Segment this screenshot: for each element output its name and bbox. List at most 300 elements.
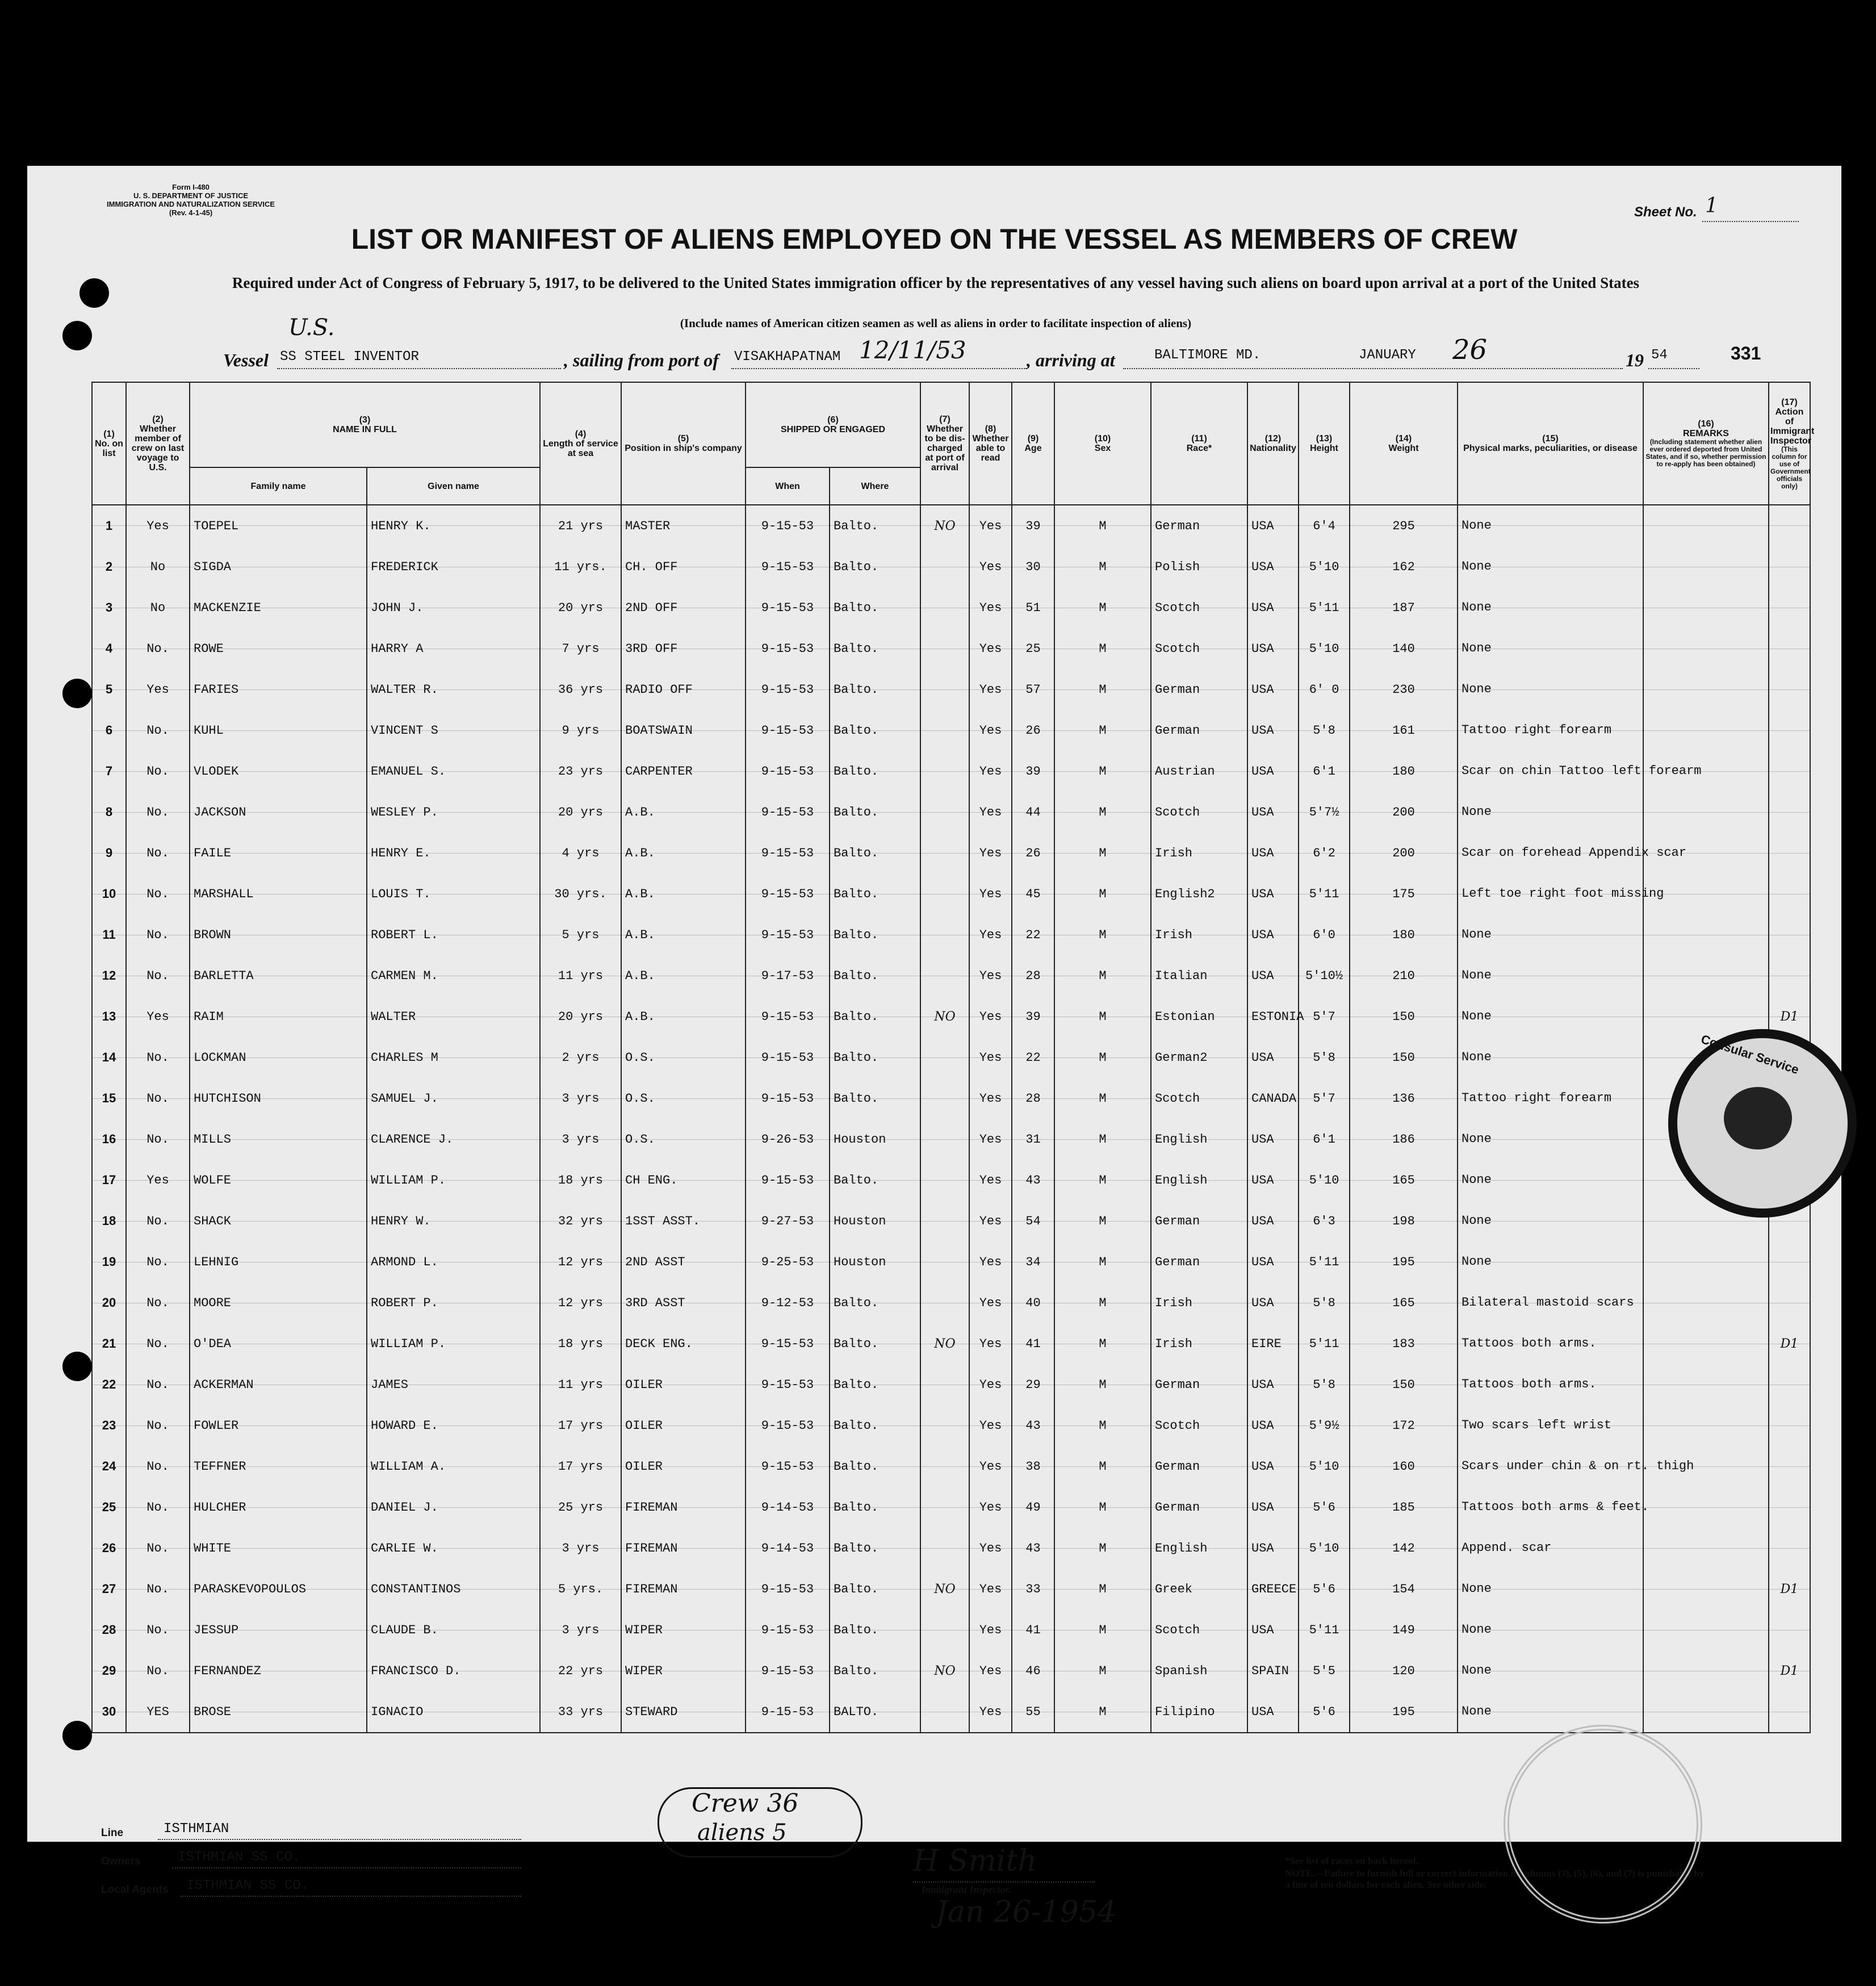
cell-marks: None [1458, 955, 1643, 996]
cell-sex: M [1054, 914, 1151, 955]
cell-nationality: USA [1247, 792, 1299, 833]
cell-height: 6' 0 [1299, 669, 1350, 710]
cell-where: Balto. [830, 710, 920, 751]
cell-sex: M [1054, 505, 1151, 546]
cell-sex: M [1054, 1323, 1151, 1364]
cell-service: 11 yrs. [540, 546, 621, 587]
cell-no: 12 [92, 955, 126, 996]
cell-member: No. [126, 1528, 190, 1569]
cell-action: D1 [1769, 1569, 1810, 1609]
punch-hole-icon [62, 321, 92, 350]
cell-action [1769, 587, 1810, 628]
col-race-header: (11) Race* [1151, 382, 1247, 505]
cell-age: 28 [1012, 1078, 1054, 1119]
consular-stamp-text: Consular Service [1699, 1031, 1801, 1077]
cell-read: Yes [969, 1323, 1012, 1364]
cell-sex: M [1054, 792, 1151, 833]
cell-height: 5'10 [1299, 1446, 1350, 1487]
cell-family: KUHL [190, 710, 367, 751]
cell-discharged [920, 1160, 969, 1201]
cell-no: 9 [92, 833, 126, 873]
cell-when: 9-15-53 [746, 751, 830, 792]
table-row [92, 751, 1810, 792]
table-row [92, 996, 1810, 1037]
cell-position: STEWARD [621, 1691, 746, 1733]
cell-race: Irish [1151, 833, 1247, 873]
cell-family: FERNANDEZ [190, 1650, 367, 1691]
cell-when: 9-15-53 [746, 1691, 830, 1733]
cell-weight: 185 [1350, 1487, 1458, 1528]
cell-family: FOWLER [190, 1405, 367, 1446]
cell-nationality: USA [1247, 1160, 1299, 1201]
cell-sex: M [1054, 955, 1151, 996]
cell-weight: 195 [1350, 1691, 1458, 1733]
cell-position: FIREMAN [621, 1528, 746, 1569]
col-position-header: (5) Position in ship's company [621, 382, 746, 505]
cell-action [1769, 955, 1810, 996]
cell-discharged [920, 1691, 969, 1733]
cell-action: D1 [1769, 1323, 1810, 1364]
cell-discharged: NO [920, 1323, 969, 1364]
cell-height: 5'5 [1299, 1650, 1350, 1691]
sheet-number: 1 [1705, 194, 1718, 218]
cell-family: LEHNIG [190, 1241, 367, 1282]
cell-given: JAMES [367, 1364, 540, 1405]
cell-marks: None [1458, 1650, 1643, 1691]
cell-service: 22 yrs [540, 1650, 621, 1691]
cell-when: 9-15-53 [746, 546, 830, 587]
cell-age: 54 [1012, 1201, 1054, 1241]
cell-weight: 183 [1350, 1323, 1458, 1364]
table-row [92, 1569, 1810, 1609]
table-row [92, 546, 1810, 587]
cell-race: English [1151, 1119, 1247, 1160]
cell-remarks [1643, 710, 1769, 751]
cell-when: 9-15-53 [746, 710, 830, 751]
cell-no: 3 [92, 587, 126, 628]
cell-position: 2ND ASST [621, 1241, 746, 1282]
cell-remarks [1643, 1691, 1769, 1733]
cell-discharged: NO [920, 1569, 969, 1609]
cell-nationality: USA [1247, 1609, 1299, 1650]
cell-discharged [920, 1282, 969, 1323]
cell-no: 30 [92, 1691, 126, 1733]
manifest-sheet [27, 166, 1841, 1929]
cell-position: 3RD ASST [621, 1282, 746, 1323]
cell-member: No. [126, 1323, 190, 1364]
cell-where: Balto. [830, 546, 920, 587]
cell-member: No. [126, 1282, 190, 1323]
cell-where: Balto. [830, 955, 920, 996]
cell-where: Balto. [830, 1446, 920, 1487]
cell-when: 9-15-53 [746, 914, 830, 955]
cell-service: 18 yrs [540, 1323, 621, 1364]
cell-no: 14 [92, 1037, 126, 1078]
cell-member: Yes [126, 505, 190, 546]
cell-remarks [1643, 1364, 1769, 1405]
cell-no: 20 [92, 1282, 126, 1323]
cell-weight: 295 [1350, 505, 1458, 546]
cell-nationality: USA [1247, 1119, 1299, 1160]
cell-height: 5'11 [1299, 1241, 1350, 1282]
cell-nationality: USA [1247, 1364, 1299, 1405]
cell-position: WIPER [621, 1650, 746, 1691]
cell-nationality: USA [1247, 1201, 1299, 1241]
cell-marks: Scars under chin & on rt. thigh [1458, 1446, 1643, 1487]
inspector-signature: H Smith [913, 1844, 1037, 1878]
cell-service: 33 yrs [540, 1691, 621, 1733]
cell-member: No [126, 587, 190, 628]
cell-remarks [1643, 587, 1769, 628]
cell-given: CHARLES M [367, 1037, 540, 1078]
cell-when: 9-14-53 [746, 1487, 830, 1528]
cell-sex: M [1054, 1691, 1151, 1733]
cell-read: Yes [969, 996, 1012, 1037]
cell-member: Yes [126, 996, 190, 1037]
punch-hole-icon [62, 1352, 92, 1381]
cell-given: HENRY K. [367, 505, 540, 546]
cell-member: No. [126, 1364, 190, 1405]
cell-nationality: USA [1247, 1487, 1299, 1528]
cell-position: OILER [621, 1405, 746, 1446]
cell-read: Yes [969, 1078, 1012, 1119]
crew-manifest-table [91, 382, 1815, 1733]
cell-nationality: USA [1247, 505, 1299, 546]
cell-marks: None [1458, 914, 1643, 955]
department: U. S. DEPARTMENT OF JUSTICE [133, 191, 249, 200]
cell-nationality: USA [1247, 1446, 1299, 1487]
cell-age: 41 [1012, 1609, 1054, 1650]
cell-member: No. [126, 1487, 190, 1528]
cell-no: 27 [92, 1569, 126, 1609]
cell-nationality: USA [1247, 873, 1299, 914]
cell-given: VINCENT S [367, 710, 540, 751]
cell-no: 4 [92, 628, 126, 669]
cell-service: 20 yrs [540, 587, 621, 628]
cell-marks: None [1458, 669, 1643, 710]
cell-service: 3 yrs [540, 1528, 621, 1569]
cell-sex: M [1054, 1487, 1151, 1528]
cell-race: German [1151, 1364, 1247, 1405]
cell-action [1769, 1405, 1810, 1446]
inspector-label: Immigrant Inspector. [922, 1884, 1012, 1895]
cell-action [1769, 792, 1810, 833]
cell-nationality: USA [1247, 833, 1299, 873]
cell-when: 9-14-53 [746, 1528, 830, 1569]
cell-sex: M [1054, 1569, 1151, 1609]
cell-member: No. [126, 751, 190, 792]
col-service-header: (4) Length of service at sea [540, 382, 621, 505]
cell-sex: M [1054, 1201, 1151, 1241]
cell-height: 5'11 [1299, 873, 1350, 914]
cell-weight: 150 [1350, 996, 1458, 1037]
cell-no: 7 [92, 751, 126, 792]
cell-nationality: USA [1247, 1405, 1299, 1446]
cell-where: Balto. [830, 792, 920, 833]
cell-read: Yes [969, 873, 1012, 914]
cell-when: 9-15-53 [746, 1037, 830, 1078]
cell-discharged: NO [920, 505, 969, 546]
cell-read: Yes [969, 1569, 1012, 1609]
cell-nationality: USA [1247, 1691, 1299, 1733]
cell-action [1769, 1609, 1810, 1650]
cell-read: Yes [969, 1364, 1012, 1405]
cell-family: WOLFE [190, 1160, 367, 1201]
cell-service: 23 yrs [540, 751, 621, 792]
cell-family: ROWE [190, 628, 367, 669]
cell-action [1769, 1364, 1810, 1405]
cell-marks: Tattoo right forearm [1458, 710, 1643, 751]
cell-no: 17 [92, 1160, 126, 1201]
cell-where: Balto. [830, 587, 920, 628]
cell-height: 5'7½ [1299, 792, 1350, 833]
col-where-header: Where [830, 467, 920, 505]
cell-service: 36 yrs [540, 669, 621, 710]
cell-marks: None [1458, 1241, 1643, 1282]
cell-given: ARMOND L. [367, 1241, 540, 1282]
cell-height: 5'7 [1299, 1078, 1350, 1119]
cell-height: 5'6 [1299, 1569, 1350, 1609]
cell-read: Yes [969, 1609, 1012, 1650]
cell-given: IGNACIO [367, 1691, 540, 1733]
cell-family: BARLETTA [190, 955, 367, 996]
punch-hole-icon [62, 679, 92, 708]
service: IMMIGRATION AND NATURALIZATION SERVICE [107, 200, 275, 208]
cell-position: FIREMAN [621, 1569, 746, 1609]
cell-read: Yes [969, 628, 1012, 669]
cell-nationality: USA [1247, 914, 1299, 955]
cell-age: 22 [1012, 1037, 1054, 1078]
cell-where: BALTO. [830, 1691, 920, 1733]
cell-position: 3RD OFF [621, 628, 746, 669]
cell-when: 9-27-53 [746, 1201, 830, 1241]
cell-remarks [1643, 914, 1769, 955]
cell-family: FAILE [190, 833, 367, 873]
cell-no: 26 [92, 1528, 126, 1569]
cell-race: Scotch [1151, 628, 1247, 669]
cell-marks: None [1458, 1691, 1643, 1733]
table-row [92, 1691, 1810, 1733]
page-subtitle: Required under Act of Congress of February 5, 1917, to be delivered to the United States immigration officer by the representatives of any vessel having such aliens on board upon arrival at a port of the United States [232, 274, 1640, 291]
cell-race: English2 [1151, 873, 1247, 914]
cell-position: A.B. [621, 996, 746, 1037]
cell-sex: M [1054, 1160, 1151, 1201]
cell-member: No. [126, 914, 190, 955]
sailing-date: 12/11/53 [859, 336, 966, 364]
cell-action [1769, 1691, 1810, 1733]
cell-nationality: USA [1247, 751, 1299, 792]
cell-where: Balto. [830, 751, 920, 792]
cell-member: No. [126, 1569, 190, 1609]
cell-age: 29 [1012, 1364, 1054, 1405]
cell-service: 12 yrs [540, 1282, 621, 1323]
punch-hole-icon [79, 278, 109, 308]
cell-marks: None [1458, 546, 1643, 587]
cell-when: 9-15-53 [746, 1364, 830, 1405]
cell-discharged [920, 1446, 969, 1487]
cell-remarks [1643, 669, 1769, 710]
cell-height: 6'4 [1299, 505, 1350, 546]
cell-nationality: USA [1247, 628, 1299, 669]
cell-given: FRANCISCO D. [367, 1650, 540, 1691]
cell-nationality: USA [1247, 1282, 1299, 1323]
table-row [92, 1241, 1810, 1282]
cell-sex: M [1054, 546, 1151, 587]
cell-no: 23 [92, 1405, 126, 1446]
col-age-header: (9) Age [1012, 382, 1054, 505]
cell-height: 5'11 [1299, 1609, 1350, 1650]
arrival-day: 26 [1452, 334, 1488, 366]
cell-service: 21 yrs [540, 505, 621, 546]
cell-when: 9-15-53 [746, 587, 830, 628]
cell-read: Yes [969, 1241, 1012, 1282]
cell-discharged [920, 955, 969, 996]
cell-when: 9-15-53 [746, 1160, 830, 1201]
cell-member: No. [126, 1609, 190, 1650]
cell-age: 25 [1012, 628, 1054, 669]
cell-nationality: CANADA [1247, 1078, 1299, 1119]
cell-action [1769, 1282, 1810, 1323]
cell-weight: 161 [1350, 710, 1458, 751]
cell-height: 5'10 [1299, 1528, 1350, 1569]
cell-discharged [920, 1078, 969, 1119]
cell-no: 13 [92, 996, 126, 1037]
table-row [92, 1160, 1810, 1201]
cell-discharged [920, 1201, 969, 1241]
page-number: 331 [1731, 343, 1761, 363]
cell-weight: 195 [1350, 1241, 1458, 1282]
cell-family: JESSUP [190, 1609, 367, 1650]
cell-where: Balto. [830, 1282, 920, 1323]
cell-race: English [1151, 1160, 1247, 1201]
cell-position: RADIO OFF [621, 669, 746, 710]
table-row [92, 1037, 1810, 1078]
form-identifier [107, 183, 275, 217]
cell-remarks [1643, 1282, 1769, 1323]
cell-member: No. [126, 628, 190, 669]
cell-member: No. [126, 1037, 190, 1078]
cell-sex: M [1054, 1078, 1151, 1119]
cell-nationality: USA [1247, 1241, 1299, 1282]
cell-position: O.S. [621, 1037, 746, 1078]
cell-given: WALTER [367, 996, 540, 1037]
cell-sex: M [1054, 751, 1151, 792]
cell-family: PARASKEVOPOULOS [190, 1569, 367, 1609]
cell-action [1769, 505, 1810, 546]
col-shipped-header: (6) SHIPPED OR ENGAGED [746, 382, 920, 467]
cell-height: 6'1 [1299, 1119, 1350, 1160]
cell-service: 11 yrs [540, 1364, 621, 1405]
cell-weight: 200 [1350, 833, 1458, 873]
cell-where: Balto. [830, 505, 920, 546]
cell-marks: None [1458, 587, 1643, 628]
cell-no: 19 [92, 1241, 126, 1282]
cell-family: TEFFNER [190, 1446, 367, 1487]
cell-age: 39 [1012, 505, 1054, 546]
table-row [92, 1650, 1810, 1691]
cell-position: A.B. [621, 955, 746, 996]
owners-value: ISTHMIAN SS CO. [178, 1850, 301, 1865]
cell-service: 17 yrs [540, 1446, 621, 1487]
cell-weight: 230 [1350, 669, 1458, 710]
table-row [92, 587, 1810, 628]
cell-discharged [920, 628, 969, 669]
table-row [92, 505, 1810, 546]
cell-discharged [920, 914, 969, 955]
cell-weight: 210 [1350, 955, 1458, 996]
cell-read: Yes [969, 505, 1012, 546]
cell-weight: 172 [1350, 1405, 1458, 1446]
cell-read: Yes [969, 1650, 1012, 1691]
cell-marks: Append. scar [1458, 1528, 1643, 1569]
cell-sex: M [1054, 873, 1151, 914]
cell-position: FIREMAN [621, 1487, 746, 1528]
cell-discharged [920, 1241, 969, 1282]
cell-position: CH ENG. [621, 1160, 746, 1201]
cell-position: A.B. [621, 914, 746, 955]
cell-marks: None [1458, 1119, 1643, 1160]
cell-remarks [1643, 1528, 1769, 1569]
cell-read: Yes [969, 669, 1012, 710]
cell-remarks [1643, 505, 1769, 546]
cell-given: ROBERT P. [367, 1282, 540, 1323]
cell-read: Yes [969, 710, 1012, 751]
cell-height: 6'3 [1299, 1201, 1350, 1241]
cell-sex: M [1054, 1528, 1151, 1569]
cell-discharged [920, 546, 969, 587]
consular-stamp [1668, 1029, 1857, 1218]
cell-given: WALTER R. [367, 669, 540, 710]
cell-where: Balto. [830, 1160, 920, 1201]
cell-sex: M [1054, 1446, 1151, 1487]
cell-sex: M [1054, 628, 1151, 669]
table-row [92, 1487, 1810, 1528]
cell-read: Yes [969, 1201, 1012, 1241]
cell-race: Scotch [1151, 1405, 1247, 1446]
col-read-header: (8) Whether able to read [969, 382, 1012, 505]
cell-service: 9 yrs [540, 710, 621, 751]
cell-when: 9-17-53 [746, 955, 830, 996]
cell-family: HULCHER [190, 1487, 367, 1528]
cell-race: German [1151, 1487, 1247, 1528]
cell-member: No. [126, 873, 190, 914]
cell-read: Yes [969, 751, 1012, 792]
cell-sex: M [1054, 833, 1151, 873]
cell-height: 5'10 [1299, 546, 1350, 587]
cell-given: HOWARD E. [367, 1405, 540, 1446]
cell-weight: 200 [1350, 792, 1458, 833]
cell-family: MOORE [190, 1282, 367, 1323]
cell-discharged: NO [920, 996, 969, 1037]
cell-marks: Tattoos both arms. [1458, 1323, 1643, 1364]
cell-race: Filipino [1151, 1691, 1247, 1733]
cell-race: German [1151, 669, 1247, 710]
cell-sex: M [1054, 1405, 1151, 1446]
cell-family: ACKERMAN [190, 1364, 367, 1405]
cell-nationality: USA [1247, 710, 1299, 751]
cell-service: 25 yrs [540, 1487, 621, 1528]
sailing-port: VISAKHAPATNAM [734, 349, 841, 365]
cell-remarks [1643, 1609, 1769, 1650]
cell-no: 25 [92, 1487, 126, 1528]
table-row [92, 1609, 1810, 1650]
cell-no: 10 [92, 873, 126, 914]
cell-age: 40 [1012, 1282, 1054, 1323]
cell-family: HUTCHISON [190, 1078, 367, 1119]
cell-discharged [920, 1037, 969, 1078]
cell-discharged [920, 751, 969, 792]
cell-weight: 136 [1350, 1078, 1458, 1119]
